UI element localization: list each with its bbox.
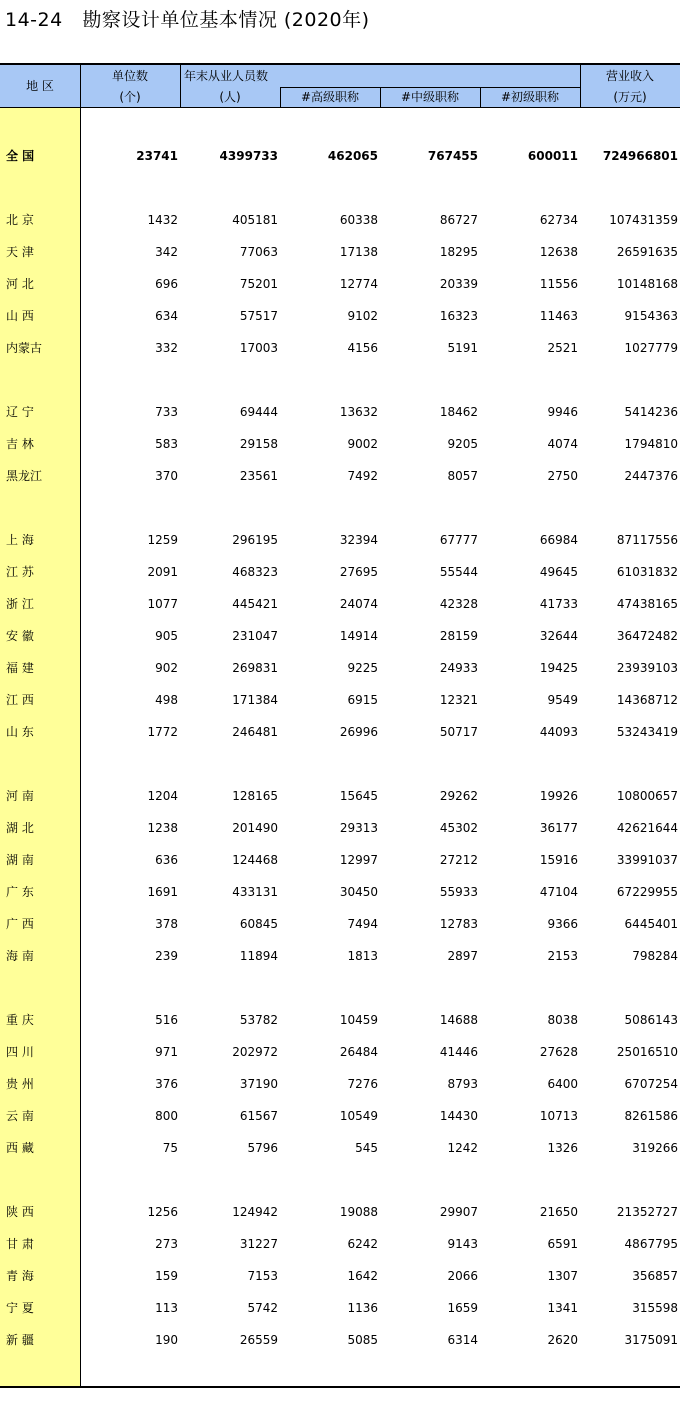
table-row — [0, 594, 680, 614]
table-row — [0, 1330, 680, 1350]
cell-intermediate: 14688 — [439, 1013, 478, 1027]
table-row — [0, 210, 680, 230]
cell-employees: 202972 — [232, 1045, 278, 1059]
cell-revenue: 26591635 — [616, 245, 678, 259]
cell-junior: 2750 — [547, 469, 578, 483]
cell-intermediate: 50717 — [439, 725, 478, 739]
cell-senior: 27695 — [339, 565, 378, 579]
cell-intermediate: 67777 — [439, 533, 478, 547]
region-column-background — [0, 108, 80, 1388]
cell-intermediate: 9205 — [447, 437, 478, 451]
cell-intermediate: 41446 — [439, 1045, 478, 1059]
region-name: 海 南 — [6, 949, 34, 963]
cell-senior: 14914 — [339, 629, 378, 643]
cell-senior: 13632 — [339, 405, 378, 419]
table-row — [0, 1266, 680, 1286]
cell-junior: 8038 — [547, 1013, 578, 1027]
cell-units: 902 — [155, 661, 178, 675]
cell-intermediate: 6314 — [447, 1333, 478, 1347]
cell-junior: 2153 — [547, 949, 578, 963]
cell-junior: 19425 — [539, 661, 578, 675]
region-name: 四 川 — [6, 1045, 34, 1059]
region-name: 甘 肃 — [6, 1237, 34, 1251]
table-row — [0, 626, 680, 646]
table-row — [0, 786, 680, 806]
cell-employees: 124942 — [232, 1205, 278, 1219]
cell-revenue: 67229955 — [616, 885, 678, 899]
cell-units: 971 — [155, 1045, 178, 1059]
cell-employees: 29158 — [239, 437, 278, 451]
cell-units: 696 — [155, 277, 178, 291]
region-name: 上 海 — [6, 533, 34, 547]
header-employees-unit: (人) — [219, 90, 241, 104]
cell-revenue: 42621644 — [616, 821, 678, 835]
cell-senior: 545 — [355, 1141, 378, 1155]
cell-intermediate: 16323 — [439, 309, 478, 323]
region-name: 江 西 — [6, 693, 34, 707]
table-row — [0, 850, 680, 870]
cell-junior: 32644 — [539, 629, 578, 643]
cell-senior: 9225 — [347, 661, 378, 675]
region-name: 内蒙古 — [6, 341, 43, 355]
region-name: 广 西 — [6, 917, 34, 931]
cell-revenue: 1794810 — [624, 437, 678, 451]
cell-revenue: 33991037 — [616, 853, 678, 867]
cell-revenue: 5086143 — [624, 1013, 678, 1027]
cell-units: 332 — [155, 341, 178, 355]
cell-revenue: 315598 — [632, 1301, 678, 1315]
cell-units: 1256 — [147, 1205, 178, 1219]
table-row — [0, 338, 680, 358]
region-name: 河 南 — [6, 789, 34, 803]
cell-units: 1772 — [147, 725, 178, 739]
header-revenue-unit: (万元) — [613, 90, 647, 104]
cell-senior: 1136 — [347, 1301, 378, 1315]
header-divider — [180, 63, 181, 108]
cell-junior: 15916 — [539, 853, 578, 867]
cell-senior: 29313 — [339, 821, 378, 835]
cell-junior: 6400 — [547, 1077, 578, 1091]
cell-units: 239 — [155, 949, 178, 963]
cell-senior: 7492 — [347, 469, 378, 483]
cell-intermediate: 767455 — [427, 149, 478, 163]
cell-revenue: 87117556 — [616, 533, 678, 547]
subheader-rule — [280, 87, 580, 88]
cell-junior: 62734 — [539, 213, 578, 227]
cell-junior: 12638 — [539, 245, 578, 259]
cell-junior: 27628 — [539, 1045, 578, 1059]
header-employees: 年末从业人员数 — [184, 69, 269, 83]
cell-senior: 17138 — [339, 245, 378, 259]
cell-revenue: 10148168 — [616, 277, 678, 291]
cell-employees: 468323 — [232, 565, 278, 579]
table-row — [0, 1042, 680, 1062]
cell-employees: 433131 — [232, 885, 278, 899]
cell-senior: 15645 — [339, 789, 378, 803]
cell-units: 1077 — [147, 597, 178, 611]
cell-revenue: 2447376 — [624, 469, 678, 483]
table-row — [0, 530, 680, 550]
table-row — [0, 946, 680, 966]
cell-employees: 201490 — [232, 821, 278, 835]
cell-senior: 26484 — [339, 1045, 378, 1059]
table-row — [0, 882, 680, 902]
cell-revenue: 61031832 — [616, 565, 678, 579]
cell-intermediate: 8793 — [447, 1077, 478, 1091]
cell-junior: 11556 — [539, 277, 578, 291]
region-name: 天 津 — [6, 245, 34, 259]
cell-revenue: 4867795 — [624, 1237, 678, 1251]
header-divider — [480, 87, 481, 108]
cell-senior: 6242 — [347, 1237, 378, 1251]
cell-units: 1238 — [147, 821, 178, 835]
region-name: 全 国 — [6, 149, 35, 163]
cell-junior: 2521 — [547, 341, 578, 355]
cell-revenue: 1027779 — [624, 341, 678, 355]
region-name: 浙 江 — [6, 597, 34, 611]
cell-employees: 128165 — [232, 789, 278, 803]
region-name: 山 西 — [6, 309, 34, 323]
header-senior: #高级职称 — [300, 90, 360, 104]
cell-junior: 9549 — [547, 693, 578, 707]
region-name: 辽 宁 — [6, 405, 34, 419]
table-row — [0, 306, 680, 326]
cell-junior: 21650 — [539, 1205, 578, 1219]
table-row — [0, 690, 680, 710]
cell-revenue: 319266 — [632, 1141, 678, 1155]
cell-employees: 61567 — [239, 1109, 278, 1123]
cell-intermediate: 55544 — [439, 565, 478, 579]
header-intermediate: #中级职称 — [400, 90, 460, 104]
cell-junior: 47104 — [539, 885, 578, 899]
region-name: 山 东 — [6, 725, 34, 739]
table-row-total — [0, 146, 680, 166]
cell-revenue: 5414236 — [624, 405, 678, 419]
header-junior: #初级职称 — [500, 90, 560, 104]
cell-units: 75 — [162, 1141, 178, 1155]
cell-intermediate: 29262 — [439, 789, 478, 803]
table-row — [0, 1106, 680, 1126]
cell-employees: 296195 — [232, 533, 278, 547]
cell-senior: 12997 — [339, 853, 378, 867]
cell-units: 273 — [155, 1237, 178, 1251]
cell-senior: 24074 — [339, 597, 378, 611]
cell-junior: 11463 — [539, 309, 578, 323]
cell-revenue: 9154363 — [624, 309, 678, 323]
cell-intermediate: 20339 — [439, 277, 478, 291]
cell-employees: 171384 — [232, 693, 278, 707]
cell-revenue: 107431359 — [609, 213, 678, 227]
table-row — [0, 658, 680, 678]
cell-employees: 5796 — [247, 1141, 278, 1155]
table-row — [0, 274, 680, 294]
cell-employees: 124468 — [232, 853, 278, 867]
table-row — [0, 1010, 680, 1030]
cell-units: 1204 — [147, 789, 178, 803]
cell-junior: 6591 — [547, 1237, 578, 1251]
cell-revenue: 6445401 — [624, 917, 678, 931]
region-name: 云 南 — [6, 1109, 34, 1123]
table-row — [0, 434, 680, 454]
cell-intermediate: 1242 — [447, 1141, 478, 1155]
cell-senior: 7276 — [347, 1077, 378, 1091]
cell-revenue: 47438165 — [616, 597, 678, 611]
cell-employees: 53782 — [239, 1013, 278, 1027]
cell-revenue: 10800657 — [616, 789, 678, 803]
cell-employees: 57517 — [239, 309, 278, 323]
cell-senior: 10459 — [339, 1013, 378, 1027]
cell-revenue: 6707254 — [624, 1077, 678, 1091]
cell-employees: 269831 — [232, 661, 278, 675]
cell-intermediate: 55933 — [439, 885, 478, 899]
cell-employees: 31227 — [239, 1237, 278, 1251]
region-name: 西 藏 — [6, 1141, 34, 1155]
cell-employees: 246481 — [232, 725, 278, 739]
header-divider — [580, 63, 581, 108]
cell-senior: 6915 — [347, 693, 378, 707]
cell-employees: 11894 — [239, 949, 278, 963]
cell-senior: 60338 — [339, 213, 378, 227]
cell-units: 1259 — [147, 533, 178, 547]
cell-employees: 77063 — [239, 245, 278, 259]
cell-junior: 4074 — [547, 437, 578, 451]
region-name: 北 京 — [6, 213, 34, 227]
table-row — [0, 402, 680, 422]
region-name: 安 徽 — [6, 629, 34, 643]
cell-employees: 17003 — [239, 341, 278, 355]
cell-employees: 37190 — [239, 1077, 278, 1091]
cell-units: 113 — [155, 1301, 178, 1315]
cell-units: 634 — [155, 309, 178, 323]
header-divider — [380, 87, 381, 108]
cell-junior: 44093 — [539, 725, 578, 739]
cell-units: 190 — [155, 1333, 178, 1347]
region-name: 河 北 — [6, 277, 34, 291]
table-row — [0, 1202, 680, 1222]
cell-junior: 10713 — [539, 1109, 578, 1123]
cell-employees: 231047 — [232, 629, 278, 643]
cell-senior: 30450 — [339, 885, 378, 899]
cell-intermediate: 9143 — [447, 1237, 478, 1251]
cell-revenue: 53243419 — [616, 725, 678, 739]
cell-senior: 12774 — [339, 277, 378, 291]
cell-units: 159 — [155, 1269, 178, 1283]
table-row — [0, 914, 680, 934]
cell-units: 800 — [155, 1109, 178, 1123]
cell-units: 498 — [155, 693, 178, 707]
cell-revenue: 356857 — [632, 1269, 678, 1283]
cell-employees: 23561 — [239, 469, 278, 483]
cell-junior: 9946 — [547, 405, 578, 419]
cell-revenue: 798284 — [632, 949, 678, 963]
cell-senior: 7494 — [347, 917, 378, 931]
table-row — [0, 562, 680, 582]
region-name: 福 建 — [6, 661, 34, 675]
cell-revenue: 8261586 — [624, 1109, 678, 1123]
cell-revenue: 36472482 — [616, 629, 678, 643]
header-bottom-rule — [0, 107, 680, 108]
cell-revenue: 3175091 — [624, 1333, 678, 1347]
cell-intermediate: 42328 — [439, 597, 478, 611]
cell-units: 370 — [155, 469, 178, 483]
region-name: 陕 西 — [6, 1205, 34, 1219]
cell-revenue: 14368712 — [616, 693, 678, 707]
table-row — [0, 242, 680, 262]
cell-employees: 4399733 — [219, 149, 278, 163]
cell-senior: 1642 — [347, 1269, 378, 1283]
cell-senior: 5085 — [347, 1333, 378, 1347]
cell-units: 516 — [155, 1013, 178, 1027]
cell-units: 733 — [155, 405, 178, 419]
cell-intermediate: 2897 — [447, 949, 478, 963]
cell-employees: 7153 — [247, 1269, 278, 1283]
data-table — [0, 63, 680, 1388]
cell-units: 1691 — [147, 885, 178, 899]
region-name: 新 疆 — [6, 1333, 34, 1347]
cell-intermediate: 24933 — [439, 661, 478, 675]
cell-intermediate: 18462 — [439, 405, 478, 419]
cell-intermediate: 27212 — [439, 853, 478, 867]
header-revenue: 营业收入 — [605, 69, 654, 83]
cell-senior: 26996 — [339, 725, 378, 739]
cell-revenue: 21352727 — [616, 1205, 678, 1219]
cell-employees: 26559 — [239, 1333, 278, 1347]
header-units: 单位数 — [111, 69, 148, 83]
cell-revenue: 23939103 — [616, 661, 678, 675]
cell-senior: 462065 — [327, 149, 378, 163]
cell-employees: 75201 — [239, 277, 278, 291]
region-name: 江 苏 — [6, 565, 34, 579]
cell-employees: 5742 — [247, 1301, 278, 1315]
cell-junior: 41733 — [539, 597, 578, 611]
region-name: 贵 州 — [6, 1077, 34, 1091]
cell-intermediate: 2066 — [447, 1269, 478, 1283]
cell-senior: 10549 — [339, 1109, 378, 1123]
table-top-rule — [0, 63, 680, 65]
cell-intermediate: 14430 — [439, 1109, 478, 1123]
cell-units: 378 — [155, 917, 178, 931]
region-name: 重 庆 — [6, 1013, 34, 1027]
table-row — [0, 818, 680, 838]
region-name: 湖 北 — [6, 821, 34, 835]
cell-junior: 19926 — [539, 789, 578, 803]
cell-intermediate: 5191 — [447, 341, 478, 355]
table-row — [0, 1298, 680, 1318]
cell-revenue: 724966801 — [602, 149, 678, 163]
cell-units: 2091 — [147, 565, 178, 579]
cell-intermediate: 1659 — [447, 1301, 478, 1315]
cell-units: 583 — [155, 437, 178, 451]
region-name: 湖 南 — [6, 853, 34, 867]
table-row — [0, 1138, 680, 1158]
region-name: 青 海 — [6, 1269, 34, 1283]
cell-intermediate: 28159 — [439, 629, 478, 643]
cell-junior: 600011 — [527, 149, 578, 163]
cell-employees: 445421 — [232, 597, 278, 611]
cell-units: 905 — [155, 629, 178, 643]
cell-intermediate: 29907 — [439, 1205, 478, 1219]
table-row — [0, 722, 680, 742]
cell-employees: 69444 — [239, 405, 278, 419]
cell-senior: 32394 — [339, 533, 378, 547]
cell-units: 1432 — [147, 213, 178, 227]
cell-junior: 1341 — [547, 1301, 578, 1315]
cell-senior: 9002 — [347, 437, 378, 451]
cell-junior: 2620 — [547, 1333, 578, 1347]
cell-senior: 1813 — [347, 949, 378, 963]
region-name: 吉 林 — [6, 437, 34, 451]
cell-senior: 9102 — [347, 309, 378, 323]
cell-intermediate: 86727 — [439, 213, 478, 227]
header-region: 地 区 — [26, 79, 54, 93]
region-name: 宁 夏 — [6, 1301, 34, 1315]
region-name: 广 东 — [6, 885, 34, 899]
cell-employees: 60845 — [239, 917, 278, 931]
cell-senior: 19088 — [339, 1205, 378, 1219]
table-row — [0, 1074, 680, 1094]
cell-intermediate: 45302 — [439, 821, 478, 835]
table-row — [0, 1234, 680, 1254]
cell-junior: 66984 — [539, 533, 578, 547]
cell-junior: 9366 — [547, 917, 578, 931]
cell-intermediate: 18295 — [439, 245, 478, 259]
cell-units: 376 — [155, 1077, 178, 1091]
cell-junior: 1326 — [547, 1141, 578, 1155]
cell-units: 23741 — [136, 149, 178, 163]
cell-intermediate: 12783 — [439, 917, 478, 931]
cell-intermediate: 8057 — [447, 469, 478, 483]
cell-units: 636 — [155, 853, 178, 867]
header-divider — [280, 87, 281, 108]
cell-junior: 1307 — [547, 1269, 578, 1283]
page-title: 14-24 勘察设计单位基本情况 (2020年) — [5, 9, 370, 31]
region-name: 黑龙江 — [6, 469, 43, 483]
cell-units: 342 — [155, 245, 178, 259]
cell-revenue: 25016510 — [616, 1045, 678, 1059]
cell-junior: 49645 — [539, 565, 578, 579]
cell-intermediate: 12321 — [439, 693, 478, 707]
header-units-unit: (个) — [119, 90, 141, 104]
table-bottom-rule — [0, 1386, 680, 1388]
cell-junior: 36177 — [539, 821, 578, 835]
cell-senior: 4156 — [347, 341, 378, 355]
cell-employees: 405181 — [232, 213, 278, 227]
table-row — [0, 466, 680, 486]
